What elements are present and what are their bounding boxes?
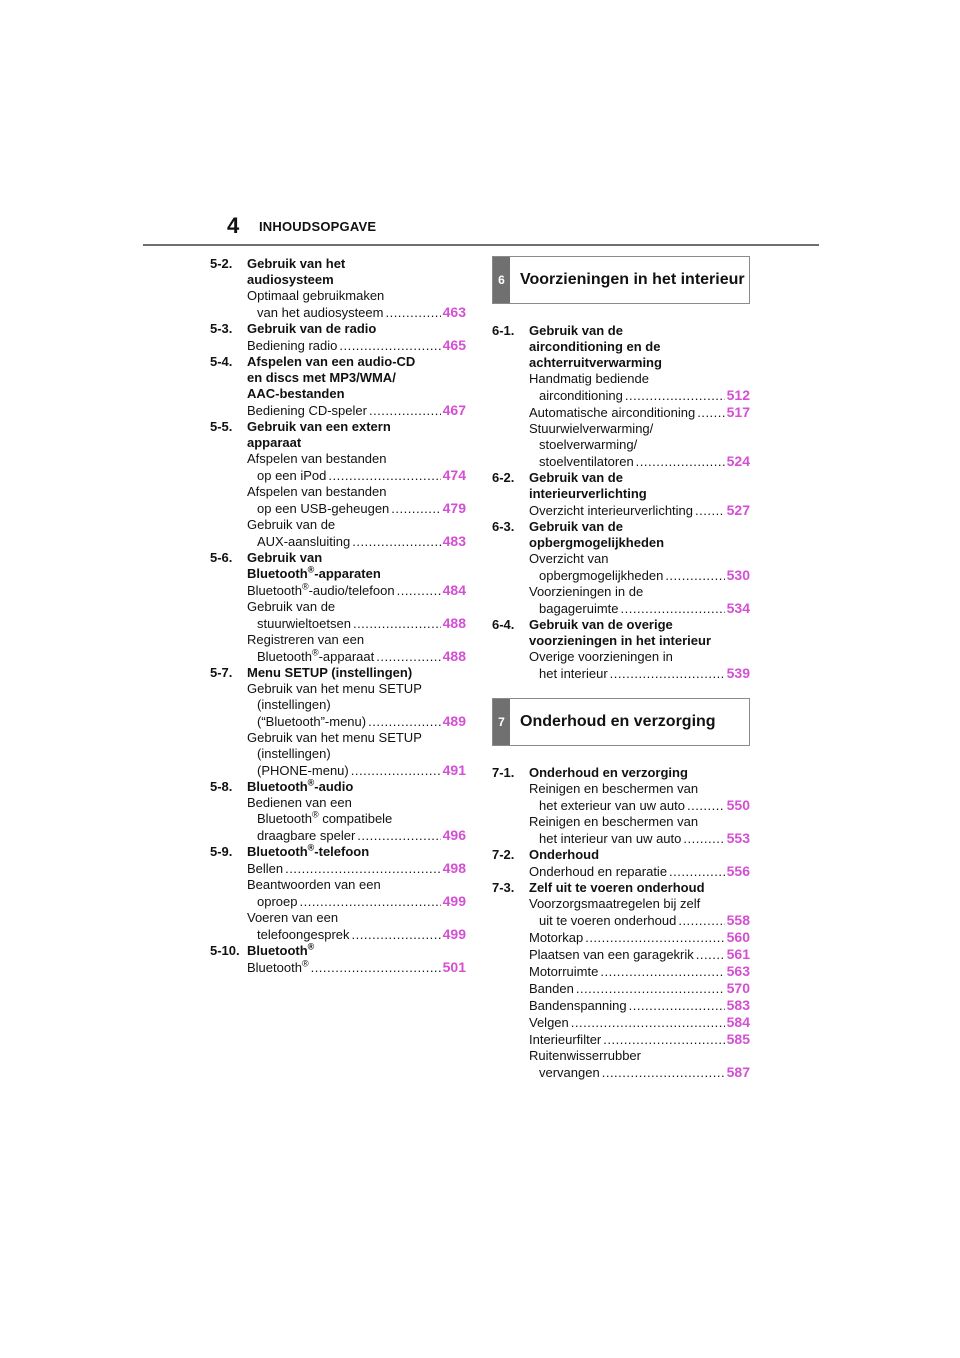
toc-entry[interactable] xyxy=(247,599,466,632)
dot-leader xyxy=(629,998,725,1014)
section-number: 5-4. xyxy=(210,354,233,369)
section-title xyxy=(247,550,466,582)
toc-entry[interactable] xyxy=(529,1014,750,1031)
page-link[interactable]: 467 xyxy=(442,402,466,418)
page-link[interactable]: 501 xyxy=(442,959,466,975)
entry-text-line: Bluetooth® compatibele xyxy=(257,809,393,826)
entry-text-line: Overzicht van xyxy=(529,551,609,566)
section-number: 6-4. xyxy=(492,617,515,632)
entry-title: het exterieur van uw auto xyxy=(539,798,685,813)
toc-entry[interactable] xyxy=(247,337,466,354)
section-title xyxy=(529,323,750,371)
toc-entry[interactable] xyxy=(529,814,750,847)
dot-leader xyxy=(376,649,440,665)
dot-leader xyxy=(621,601,725,617)
section-number: 6-2. xyxy=(492,470,515,485)
page-link[interactable]: 463 xyxy=(442,304,466,320)
section-title-line: Bluetooth®-audio xyxy=(247,777,354,794)
toc-entry[interactable] xyxy=(529,502,750,519)
toc-entry[interactable] xyxy=(529,946,750,963)
entry-text-line: Voorzieningen in de xyxy=(529,584,644,599)
section-title-line: Onderhoud xyxy=(529,847,600,862)
toc-entry[interactable] xyxy=(247,582,466,599)
page-number: 4 xyxy=(227,213,240,238)
section-title-line: Menu SETUP (instellingen) xyxy=(247,665,413,680)
toc-entry[interactable] xyxy=(247,959,466,976)
toc-entry[interactable] xyxy=(529,1048,750,1081)
dot-leader xyxy=(397,583,441,599)
section-number: 5-7. xyxy=(210,665,233,680)
entry-text-line: Voeren van een xyxy=(247,910,339,925)
toc-entry[interactable] xyxy=(247,877,466,910)
entry-text-line: Overige voorzieningen in xyxy=(529,649,673,664)
entry-title: telefoongesprek xyxy=(257,927,350,942)
section-number: 5-6. xyxy=(210,550,233,565)
dot-leader xyxy=(328,468,440,484)
entry-title: stoelventilatoren xyxy=(539,454,634,469)
section-title-line: Bluetooth® xyxy=(247,941,315,958)
entry-title: Automatische airconditioning xyxy=(529,405,696,420)
toc-entry[interactable] xyxy=(247,632,466,665)
dot-leader xyxy=(285,861,441,877)
dot-leader xyxy=(610,666,725,682)
chapter-6-title: Voorzieningen in het interieur xyxy=(520,271,745,288)
entry-title: op een USB-geheugen xyxy=(257,501,390,516)
toc-entry[interactable] xyxy=(529,371,750,404)
toc-section-heading xyxy=(210,943,466,959)
entry-text-line: Afspelen van bestanden xyxy=(247,484,387,499)
page-header xyxy=(227,213,819,239)
entry-title: Bediening CD-speler xyxy=(247,403,367,418)
entry-text-line: Gebruik van het menu SETUP xyxy=(247,730,422,745)
entry-title: Onderhoud en reparatie xyxy=(529,864,668,879)
section-title-line: airconditioning en de xyxy=(529,339,661,354)
dot-leader xyxy=(339,338,440,354)
section-title xyxy=(529,847,750,863)
page-link[interactable]: 584 xyxy=(726,1014,750,1030)
entry-text-line: Bedienen van een xyxy=(247,795,352,810)
dot-leader xyxy=(352,534,440,550)
toc-entry[interactable] xyxy=(247,681,466,730)
section-title-line: Zelf uit te voeren onderhoud xyxy=(529,880,705,895)
toc-section-heading xyxy=(210,665,466,681)
entry-text-line: Gebruik van de xyxy=(247,517,336,532)
entry-title: het interieur xyxy=(539,666,608,681)
page-link[interactable]: 491 xyxy=(442,762,466,778)
chapter-6-sections xyxy=(492,323,750,682)
entry-text-line: Stuurwielverwarming/ xyxy=(529,421,654,436)
toc-entry[interactable] xyxy=(247,860,466,877)
entry-text-line: stoelverwarming/ xyxy=(539,437,638,452)
section-number: 5-9. xyxy=(210,844,233,859)
toc-section-heading xyxy=(492,617,750,649)
page-link[interactable]: 553 xyxy=(726,830,750,846)
page-link[interactable]: 527 xyxy=(726,502,750,518)
entry-title: airconditioning xyxy=(539,388,623,403)
toc-entry[interactable] xyxy=(529,404,750,421)
entry-text-line: Reinigen en beschermen van xyxy=(529,781,699,796)
toc-section-heading xyxy=(492,880,750,896)
entry-title: (“Bluetooth”-menu) xyxy=(257,714,367,729)
section-number: 5-3. xyxy=(210,321,233,336)
page-link[interactable]: 474 xyxy=(442,467,466,483)
entry-text-line: Optimaal gebruikmaken xyxy=(247,288,385,303)
chapter-7-sections xyxy=(492,765,750,1081)
page-link[interactable]: 496 xyxy=(442,827,466,843)
entry-text-line: Reinigen en beschermen van xyxy=(529,814,699,829)
entry-text-line: (instellingen) xyxy=(257,746,331,761)
section-number: 5-8. xyxy=(210,779,233,794)
page-link[interactable]: 499 xyxy=(442,893,466,909)
dot-leader xyxy=(696,947,725,963)
toc-left-column xyxy=(210,256,466,976)
section-title-line: Gebruik van de xyxy=(529,470,623,485)
entry-title: Overzicht interieurverlichting xyxy=(529,503,694,518)
entry-title: AUX-aansluiting xyxy=(257,534,351,549)
section-number: 5-2. xyxy=(210,256,233,271)
section-title-line: Gebruik van xyxy=(247,550,323,565)
dot-leader xyxy=(299,894,440,910)
section-title-line: Gebruik van de radio xyxy=(247,321,377,336)
toc-entry[interactable] xyxy=(529,980,750,997)
section-title xyxy=(247,419,466,451)
section-title-line: audiosysteem xyxy=(247,272,334,287)
chapter-6-tab: 6 xyxy=(493,257,510,303)
page-link[interactable]: 517 xyxy=(726,404,750,420)
toc-right-column xyxy=(492,256,750,1081)
toc-entry[interactable] xyxy=(247,288,466,321)
toc-entry[interactable] xyxy=(529,551,750,584)
dot-leader xyxy=(636,454,725,470)
section-title-line: Bluetooth®-telefoon xyxy=(247,842,370,859)
entry-title: opbergmogelijkheden xyxy=(539,568,664,583)
section-number: 6-3. xyxy=(492,519,515,534)
section-title xyxy=(529,470,750,502)
page-link[interactable]: 484 xyxy=(442,582,466,598)
section-title-line: Gebruik van een extern xyxy=(247,419,391,434)
page-link[interactable]: 583 xyxy=(726,997,750,1013)
section-title xyxy=(247,943,466,959)
entry-text-line: Gebruik van de xyxy=(247,599,336,614)
toc-entry[interactable] xyxy=(247,910,466,943)
section-title xyxy=(529,519,750,551)
section-title-line: AAC-bestanden xyxy=(247,386,345,401)
section-title xyxy=(247,779,466,795)
section-title xyxy=(247,256,466,288)
section-title xyxy=(529,617,750,649)
section-title-line: Gebruik van de xyxy=(529,323,623,338)
entry-text-line: Gebruik van het menu SETUP xyxy=(247,681,422,696)
dot-leader xyxy=(351,763,441,779)
section-title xyxy=(247,321,466,337)
entry-title: oproep xyxy=(257,894,298,909)
chapter-7-title: Onderhoud en verzorging xyxy=(520,713,716,730)
page-link[interactable]: 530 xyxy=(726,567,750,583)
entry-title: Motorruimte xyxy=(529,964,599,979)
entry-title: Plaatsen van een garagekrik xyxy=(529,947,694,962)
entry-text-line: Beantwoorden van een xyxy=(247,877,381,892)
toc-section-heading xyxy=(492,470,750,502)
entry-title: draagbare speler xyxy=(257,828,356,843)
dot-leader xyxy=(669,864,725,880)
section-title xyxy=(247,844,466,860)
section-title-line: apparaat xyxy=(247,435,302,450)
section-title-line: interieurverlichting xyxy=(529,486,647,501)
page-link[interactable]: 512 xyxy=(726,387,750,403)
page-link[interactable]: 488 xyxy=(442,615,466,631)
section-title-line: achterruitverwarming xyxy=(529,355,662,370)
entry-text-line: Handmatig bediende xyxy=(529,371,649,386)
page-link[interactable]: 489 xyxy=(442,713,466,729)
section-title-line: Onderhoud en verzorging xyxy=(529,765,688,780)
toc-entry[interactable] xyxy=(529,929,750,946)
page-link[interactable]: 483 xyxy=(442,533,466,549)
section-title-line: Afspelen van een audio-CD xyxy=(247,354,416,369)
dot-leader xyxy=(602,1065,725,1081)
chapter-7-tab: 7 xyxy=(493,699,510,745)
toc-entry[interactable] xyxy=(529,997,750,1014)
section-title-line: en discs met MP3/WMA/ xyxy=(247,370,396,385)
toc-entry[interactable] xyxy=(529,649,750,682)
toc-entry[interactable] xyxy=(247,730,466,779)
dot-leader xyxy=(352,927,441,943)
dot-leader xyxy=(576,981,725,997)
section-title-line: voorzieningen in het interieur xyxy=(529,633,712,648)
dot-leader xyxy=(687,798,725,814)
dot-leader xyxy=(665,568,724,584)
entry-title: Interieurfilter xyxy=(529,1032,602,1047)
toc-entry[interactable] xyxy=(247,402,466,419)
dot-leader xyxy=(353,616,441,632)
section-number: 7-2. xyxy=(492,847,515,862)
section-title xyxy=(247,665,466,681)
toc-section-heading xyxy=(210,256,466,288)
section-number: 6-1. xyxy=(492,323,515,338)
toc-section-heading xyxy=(210,779,466,795)
dot-leader xyxy=(697,405,724,421)
entry-title: stuurwieltoetsen xyxy=(257,616,351,631)
page-link[interactable]: 558 xyxy=(726,912,750,928)
toc-entry[interactable] xyxy=(529,781,750,814)
dot-leader xyxy=(603,1032,724,1048)
page-link[interactable]: 498 xyxy=(442,860,466,876)
dot-leader xyxy=(585,930,724,946)
page-link[interactable]: 587 xyxy=(726,1064,750,1080)
page-title: INHOUDSOPGAVE xyxy=(259,219,377,234)
entry-title: uit te voeren onderhoud xyxy=(539,913,677,928)
page-link[interactable]: 499 xyxy=(442,926,466,942)
entry-title: Velgen xyxy=(529,1015,569,1030)
dot-leader xyxy=(391,501,440,517)
toc-section-heading xyxy=(492,323,750,371)
entry-title: Bediening radio xyxy=(247,338,338,353)
section-title xyxy=(529,765,750,781)
section-title-line: opbergmogelijkheden xyxy=(529,535,665,550)
page-link[interactable]: 556 xyxy=(726,863,750,879)
section-number: 7-3. xyxy=(492,880,515,895)
page-link[interactable]: 479 xyxy=(442,500,466,516)
toc-section-heading xyxy=(210,419,466,451)
page-link[interactable]: 539 xyxy=(726,665,750,681)
page-link[interactable]: 488 xyxy=(442,648,466,664)
page-link[interactable]: 561 xyxy=(726,946,750,962)
toc-section-heading xyxy=(492,765,750,781)
entry-title: het interieur van uw auto xyxy=(539,831,682,846)
chapter-7-header[interactable] xyxy=(492,698,750,746)
page-link[interactable]: 563 xyxy=(726,963,750,979)
entry-title: Motorkap xyxy=(529,930,584,945)
toc-section-heading xyxy=(210,354,466,402)
entry-title: Banden xyxy=(529,981,574,996)
section-number: 5-5. xyxy=(210,419,233,434)
dot-leader xyxy=(571,1015,725,1031)
dot-leader xyxy=(369,403,441,419)
toc-section-heading xyxy=(492,847,750,863)
page-link[interactable]: 465 xyxy=(442,337,466,353)
section-title-line: Gebruik van de xyxy=(529,519,623,534)
page-link[interactable]: 570 xyxy=(726,980,750,996)
entry-title: van het audiosysteem xyxy=(257,305,384,320)
toc-entry[interactable] xyxy=(529,421,750,470)
entry-text-line: Registreren van een xyxy=(247,632,365,647)
entry-title: (PHONE-menu) xyxy=(257,763,349,778)
toc-entry[interactable] xyxy=(247,795,466,844)
chapter-6-header[interactable] xyxy=(492,256,750,304)
toc-entry[interactable] xyxy=(529,963,750,980)
entry-title: Bluetooth® xyxy=(247,958,309,975)
dot-leader xyxy=(357,828,440,844)
dot-leader xyxy=(695,503,725,519)
toc-section-heading xyxy=(210,844,466,860)
page-link[interactable]: 585 xyxy=(726,1031,750,1047)
toc-entry[interactable] xyxy=(529,1031,750,1048)
toc-entry[interactable] xyxy=(529,896,750,929)
toc-section-heading xyxy=(210,550,466,582)
dot-leader xyxy=(683,831,724,847)
toc-entry[interactable] xyxy=(247,451,466,484)
toc-section-heading xyxy=(210,321,466,337)
section-number: 5-10. xyxy=(210,943,240,958)
toc-entry[interactable] xyxy=(529,584,750,617)
section-title-line: Gebruik van het xyxy=(247,256,346,271)
entry-title: Bluetooth®-audio/telefoon xyxy=(247,581,395,598)
entry-text-line: Voorzorgsmaatregelen bij zelf xyxy=(529,896,701,911)
header-divider xyxy=(143,244,819,246)
entry-title: op een iPod xyxy=(257,468,327,483)
entry-title: Bandenspanning xyxy=(529,998,627,1013)
page-link[interactable]: 550 xyxy=(726,797,750,813)
dot-leader xyxy=(678,913,724,929)
page-link[interactable]: 524 xyxy=(726,453,750,469)
dot-leader xyxy=(368,714,441,730)
entry-title: Bluetooth®-apparaat xyxy=(257,647,375,664)
dot-leader xyxy=(625,388,725,404)
toc-section-heading xyxy=(492,519,750,551)
toc-entry[interactable] xyxy=(247,484,466,517)
entry-text-line: (instellingen) xyxy=(257,697,331,712)
section-title xyxy=(529,880,750,896)
entry-title: Bellen xyxy=(247,861,284,876)
page-link[interactable]: 560 xyxy=(726,929,750,945)
section-number: 7-1. xyxy=(492,765,515,780)
page-link[interactable]: 534 xyxy=(726,600,750,616)
entry-title: vervangen xyxy=(539,1065,600,1080)
entry-title: bagageruimte xyxy=(539,601,619,616)
section-title xyxy=(247,354,466,402)
entry-text-line: Ruitenwisserrubber xyxy=(529,1048,641,1063)
dot-leader xyxy=(600,964,724,980)
dot-leader xyxy=(385,305,440,321)
toc-entry[interactable] xyxy=(247,517,466,550)
section-title-line: Bluetooth®-apparaten xyxy=(247,564,381,581)
dot-leader xyxy=(311,960,441,976)
toc-entry[interactable] xyxy=(529,863,750,880)
entry-text-line: Afspelen van bestanden xyxy=(247,451,387,466)
section-title-line: Gebruik van de overige xyxy=(529,617,673,632)
